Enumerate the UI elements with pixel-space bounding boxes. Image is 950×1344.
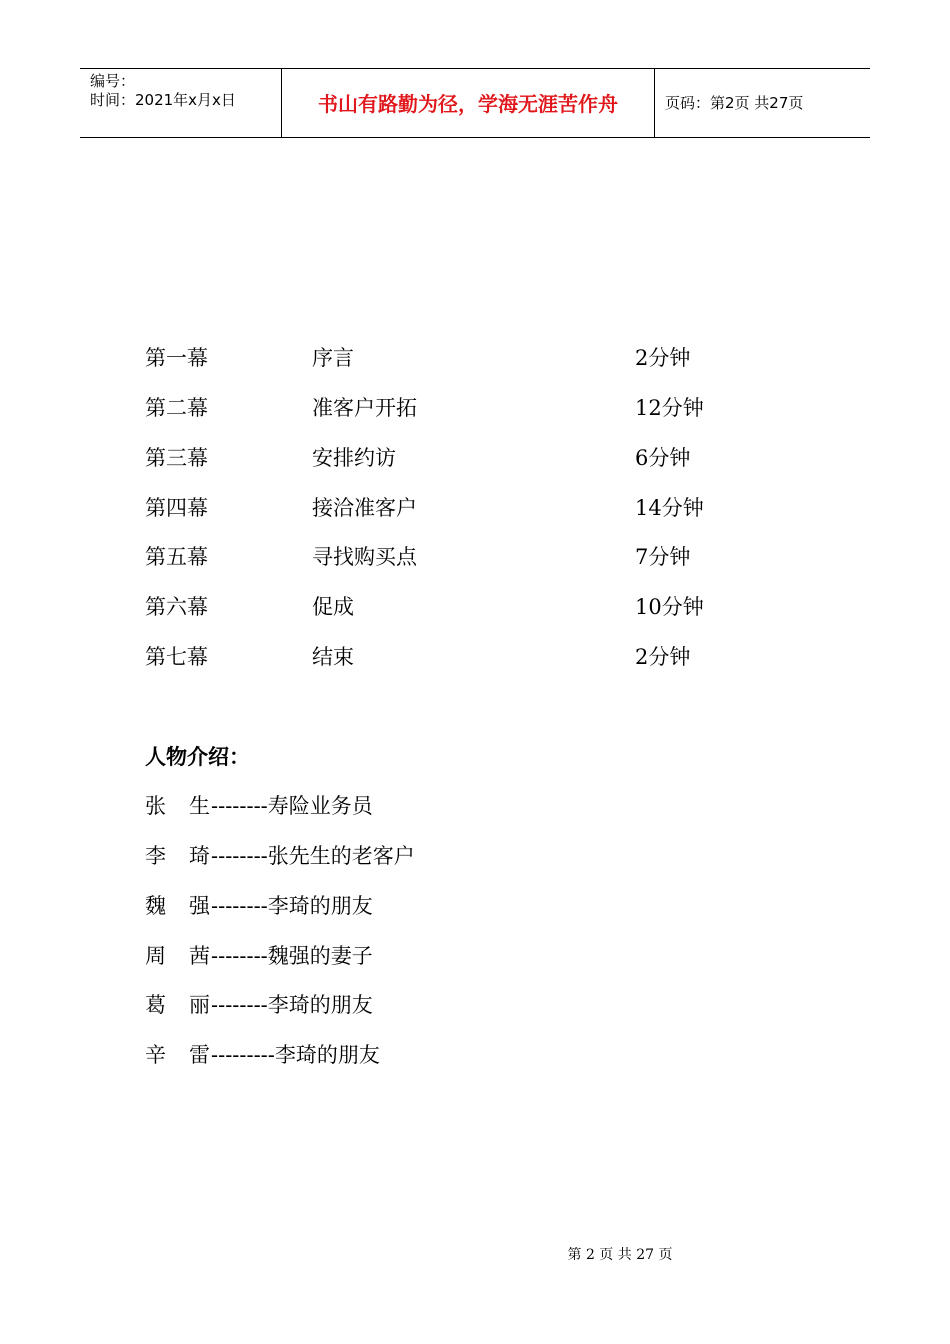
act-title: 结束 [312,645,354,669]
character-name-first: 周 [145,944,166,968]
character-description: ---------李琦的朋友 [211,1043,380,1067]
page-footer: 第 2 页 共 27 页 [567,1247,673,1263]
act-title: 准客户开拓 [312,396,417,420]
character-name-first: 葛 [145,993,166,1017]
act-number: 第三幕 [145,446,208,470]
act-number: 第五幕 [145,545,208,569]
schedule-row [145,592,765,622]
schedule-row [145,542,765,572]
act-number: 第七幕 [145,645,208,669]
act-number: 第六幕 [145,595,208,619]
act-duration: 7分钟 [635,545,691,569]
act-duration: 10分钟 [635,595,704,619]
character-name-second: 强 [189,894,210,918]
character-description: --------李琦的朋友 [211,894,373,918]
character-name-second: 丽 [189,993,210,1017]
characters-heading: 人物介绍： [145,745,250,769]
schedule-row [145,393,765,423]
character-name-second: 茜 [189,944,210,968]
character-name-second: 雷 [189,1043,210,1067]
act-title: 寻找购买点 [312,545,417,569]
character-name-second: 生 [189,794,210,818]
act-duration: 2分钟 [635,346,691,370]
act-duration: 14分钟 [635,496,704,520]
character-name-first: 李 [145,844,166,868]
document-date: 时间：2021年x月x日 [90,91,236,109]
act-number: 第一幕 [145,346,208,370]
act-duration: 12分钟 [635,396,704,420]
act-title: 促成 [312,595,354,619]
act-duration: 2分钟 [635,645,691,669]
character-description: --------李琦的朋友 [211,993,373,1017]
document-number-label: 编号： [90,72,136,90]
header-page-info: 页码：第2页 共27页 [665,94,804,112]
character-description: --------寿险业务员 [211,794,373,818]
act-title: 接洽准客户 [312,496,417,520]
character-description: --------魏强的妻子 [211,944,373,968]
act-duration: 6分钟 [635,446,691,470]
act-title: 安排约访 [312,446,396,470]
page-header [80,68,870,138]
character-name-first: 辛 [145,1043,166,1067]
act-number: 第四幕 [145,496,208,520]
schedule-row [145,493,765,523]
character-name-first: 魏 [145,894,166,918]
header-info-cell [80,69,281,137]
schedule-row [145,642,765,672]
schedule-row [145,443,765,473]
header-motto: 书山有路勤为径，学海无涯苦作舟 [318,92,618,116]
header-page-cell [655,69,870,137]
character-description: --------张先生的老客户 [211,844,415,868]
character-name-first: 张 [145,794,166,818]
act-title: 序言 [312,346,354,370]
character-name-second: 琦 [189,844,210,868]
header-motto-cell [281,69,655,137]
act-number: 第二幕 [145,396,208,420]
schedule-row [145,343,765,373]
